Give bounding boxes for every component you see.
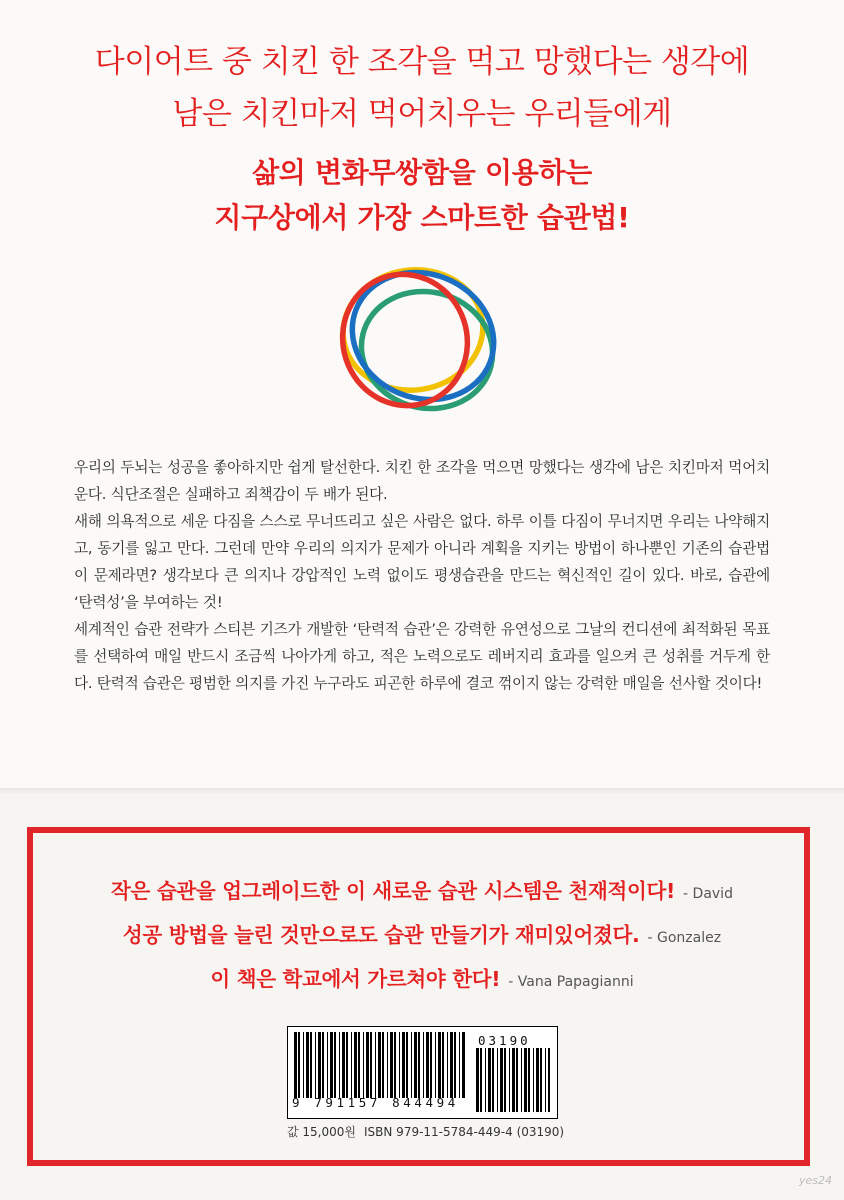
rubber-bands-image: [331, 258, 501, 420]
cover-fold-shadow: [0, 788, 844, 794]
isbn-number: ISBN 979-11-5784-449-4 (03190): [364, 1125, 565, 1139]
headline-line-1: 다이어트 중 치킨 한 조각을 먹고 망했다는 생각에: [94, 44, 750, 80]
quote-author: - Gonzalez: [647, 930, 722, 946]
quote-author: - Vana Papagianni: [508, 974, 634, 990]
blue-band: [333, 258, 501, 420]
quote-author: - David: [683, 886, 733, 902]
review-quote-2: [0, 918, 844, 948]
watermark: yes24: [798, 1174, 832, 1187]
price-label: 값 15,000원: [287, 1125, 356, 1139]
quote-text: 성공 방법을 늘린 것만으로도 습관 만들기가 재미있어졌다.: [122, 923, 640, 947]
subheadline: [0, 150, 844, 240]
quote-text: 이 책은 학교에서 가르쳐야 한다!: [210, 967, 501, 991]
barcode-ean-digits: 9 791157 844494: [292, 1095, 459, 1110]
description-paragraph-2: 새해 의욕적으로 세운 다짐을 스스로 무너뜨리고 싶은 사람은 없다. 하루 이틀 다짐이 무너지면 우리는 나약해지고, 동기를 잃고 만다. 그런데 만약 우리의 의지가 문제가 아니라 계획을 지키는 방법이 하나뿐인 기존의 습관법이 문제라면? 생각보다 큰 의지나 강압적인 노력 없이도 평생습관을 만드는 혁신적인 길이 있다. 바로, 습관에 ‘탄력성’을 부여하는 것!: [74, 513, 770, 611]
headline-line-2: 남은 치킨마저 먹어치우는 우리들에게: [172, 96, 672, 132]
barcode-bars: [294, 1032, 466, 1098]
subheadline-line-1: 삶의 변화무쌍함을 이용하는: [252, 156, 592, 189]
main-headline: [0, 36, 844, 140]
description-paragraph-1: 우리의 두뇌는 성공을 좋아하지만 쉽게 탈선한다. 치킨 한 조각을 먹으면 망했다는 생각에 남은 치킨마저 먹어치운다. 식단조절은 실패하고 죄책감이 두 배가 된다.: [74, 459, 770, 503]
price-line: [287, 1123, 564, 1140]
isbn-barcode: [287, 1026, 558, 1119]
review-quote-3: [0, 962, 844, 992]
barcode-addon-digits: 03190: [478, 1033, 531, 1048]
description-text: [74, 454, 770, 697]
subheadline-line-2: 지구상에서 가장 스마트한 습관법!: [214, 201, 630, 234]
barcode-addon-bars: [476, 1048, 550, 1112]
quote-text: 작은 습관을 업그레이드한 이 새로운 습관 시스템은 천재적이다!: [111, 879, 676, 903]
review-quote-1: [0, 874, 844, 904]
description-paragraph-3: 세계적인 습관 전략가 스티븐 기즈가 개발한 ‘탄력적 습관’은 강력한 유연성으로 그날의 컨디션에 최적화된 목표를 선택하여 매일 반드시 조금씩 나아가게 하고, 적은 노력으로도 레버지리 효과를 일으켜 큰 성취를 거두게 한다. 탄력적 습관은 평범한 의지를 가진 누구라도 피곤한 하루에 결코 꺾이지 않는 강력한 매일을 선사할 것이다!: [74, 621, 770, 692]
